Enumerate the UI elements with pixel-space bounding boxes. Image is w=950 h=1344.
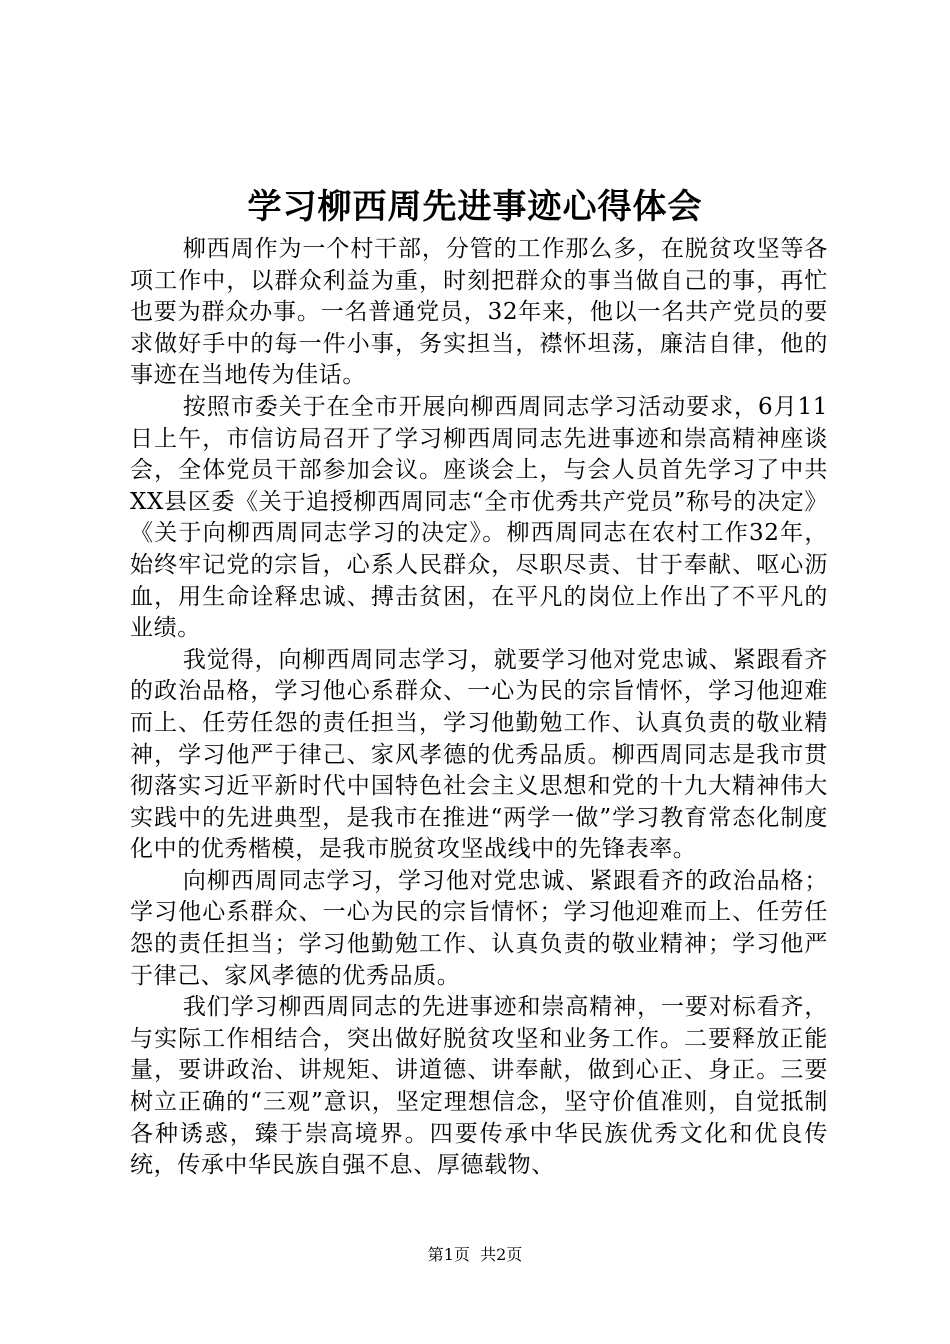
paragraph-2: 按照市委关于在全市开展向柳西周同志学习活动要求，6月11日上午，市信访局召开了学习柳西周同志先进事迹和崇高精神座谈会，全体党员干部参加会议。座谈会上，与会人员首先学习了中共XX县区委《关于追授柳西周同志“全市优秀共产党员”称号的决定》《关于向柳西周同志学习的决定》。柳西周同志在农村工作32年，始终牢记党的宗旨，心系人民群众，尽职尽责、甘于奉献、呕心沥血，用生命诠释忠诚、搏击贫困，在平凡的岗位上作出了不平凡的业绩。 [130, 393, 828, 642]
paragraph-4: 向柳西周同志学习，学习他对党忠诚、紧跟看齐的政治品格；学习他心系群众、一心为民的宗旨情怀；学习他迎难而上、任劳任怨的责任担当；学习他勤勉工作、认真负责的敬业精神；学习他严于律己、家风孝德的优秀品质。 [130, 867, 828, 989]
paragraph-1: 柳西周作为一个村干部，分管的工作那么多，在脱贫攻坚等各项工作中，以群众利益为重，时刻把群众的事当做自己的事，再忙也要为群众办事。一名普通党员，32年来，他以一名共产党员的要求做好手中的每一件小事，务实担当，襟怀坦荡，廉洁自律，他的事迹在当地传为佳话。 [130, 236, 828, 389]
document-body [130, 234, 828, 1182]
page-footer [0, 1244, 950, 1266]
page-number: 第1页 共2页 [427, 1245, 523, 1264]
paragraph-5: 我们学习柳西周同志的先进事迹和崇高精神，一要对标看齐，与实际工作相结合，突出做好脱贫攻坚和业务工作。二要释放正能量，要讲政治、讲规矩、讲道德、讲奉献，做到心正、身正。三要树立正确的“三观”意识，坚定理想信念，坚守价值准则，自觉抵制各种诱惑，臻于崇高境界。四要传承中华民族优秀文化和优良传统，传承中华民族自强不息、厚德载物、 [130, 994, 828, 1179]
paragraph-3: 我觉得，向柳西周同志学习，就要学习他对党忠诚、紧跟看齐的政治品格，学习他心系群众、一心为民的宗旨情怀，学习他迎难而上、任劳任怨的责任担当，学习他勤勉工作、认真负责的敬业精神，学习他严于律己、家风孝德的优秀品质。柳西周同志是我市贯彻落实习近平新时代中国特色社会主义思想和党的十九大精神伟大实践中的先进典型，是我市在推进“两学一做”学习教育常态化制度化中的优秀楷模，是我市脱贫攻坚战线中的先锋表率。 [130, 646, 828, 863]
document-title: 学习柳西周先进事迹心得体会 [247, 187, 703, 227]
